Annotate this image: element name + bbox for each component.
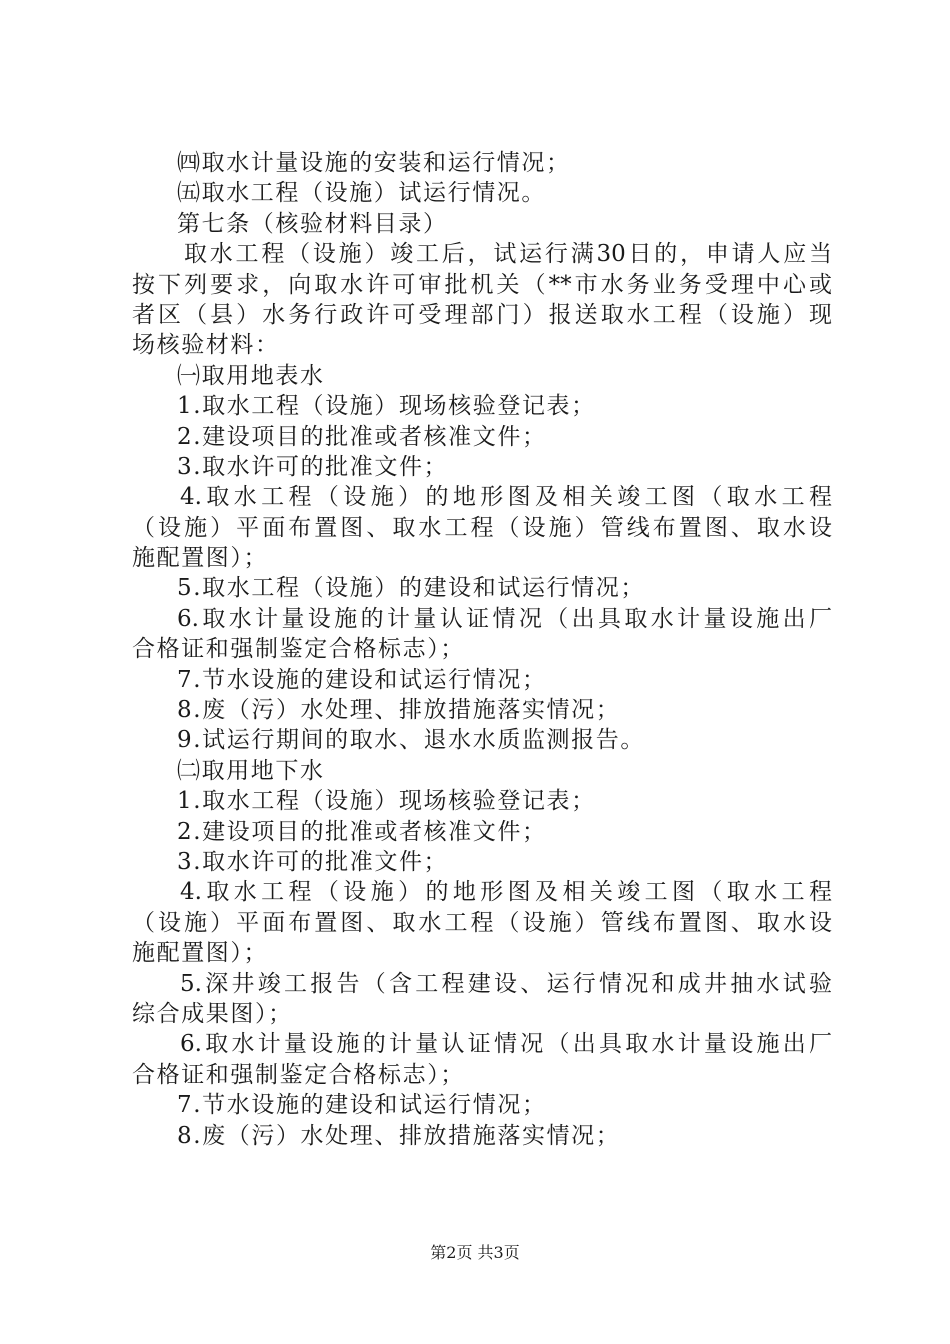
section-heading: ㈡取用地下水 xyxy=(177,757,325,784)
list-item: 5.深井竣工报告（含工程建设、运行情况和成井抽水试验 xyxy=(180,970,832,997)
list-item: 5.取水工程（设施）的建设和试运行情况； xyxy=(177,575,645,602)
list-item: 8.废（污）水处理、排放措施落实情况； xyxy=(177,1122,621,1149)
list-item: 1.取水工程（设施）现场核验登记表； xyxy=(177,393,596,420)
list-item-continuation: 施配置图）； xyxy=(132,940,269,967)
list-item: 6.取水计量设施的计量认证情况（出具取水计量设施出厂 xyxy=(180,1031,832,1058)
list-item: 9.试运行期间的取水、退水水质监测报告。 xyxy=(177,727,645,754)
list-item-continuation: 综合成果图）； xyxy=(132,1000,293,1027)
list-item: 1.取水工程（设施）现场核验登记表； xyxy=(177,788,596,815)
list-item-continuation: 施配置图）； xyxy=(132,545,269,572)
paragraph-line: 场核验材料： xyxy=(132,332,280,359)
page-number-footer: 第2页 共3页 xyxy=(430,1243,520,1262)
list-item: 4.取水工程（设施）的地形图及相关竣工图（取水工程 xyxy=(180,879,832,906)
list-item: 8.废（污）水处理、排放措施落实情况； xyxy=(177,697,621,724)
list-item: 4.取水工程（设施）的地形图及相关竣工图（取水工程 xyxy=(180,484,832,511)
text-line: ㈣取水计量设施的安装和运行情况； xyxy=(177,150,571,176)
list-item: 2.建设项目的批准或者核准文件； xyxy=(177,423,547,450)
list-item: 7.节水设施的建设和试运行情况； xyxy=(177,1092,547,1119)
section-heading: ㈠取用地表水 xyxy=(177,362,325,389)
document-body xyxy=(132,148,832,1151)
text-line: ㈤取水工程（设施）试运行情况。 xyxy=(177,180,546,207)
list-item: 3.取水许可的批准文件； xyxy=(177,848,449,875)
list-item: 6.取水计量设施的计量认证情况（出具取水计量设施出厂 xyxy=(177,605,832,632)
paragraph-line: 按下列要求，向取水许可审批机关（**市水务业务受理中心或 xyxy=(132,271,832,298)
list-item-continuation: （设施）平面布置图、取水工程（设施）管线布置图、取水设 xyxy=(132,514,832,541)
list-item: 3.取水许可的批准文件； xyxy=(177,453,449,480)
paragraph-line: 取水工程（设施）竣工后，试运行满30日的，申请人应当 xyxy=(184,241,832,268)
list-item: 2.建设项目的批准或者核准文件； xyxy=(177,818,547,845)
paragraph-line: 者区（县）水务行政许可受理部门）报送取水工程（设施）现 xyxy=(132,301,832,328)
article-heading: 第七条（核验材料目录） xyxy=(177,210,448,237)
list-item: 7.节水设施的建设和试运行情况； xyxy=(177,666,547,693)
list-item-continuation: （设施）平面布置图、取水工程（设施）管线布置图、取水设 xyxy=(132,909,832,936)
list-item-continuation: 合格证和强制鉴定合格标志）； xyxy=(132,1061,465,1088)
list-item-continuation: 合格证和强制鉴定合格标志）； xyxy=(132,636,465,663)
